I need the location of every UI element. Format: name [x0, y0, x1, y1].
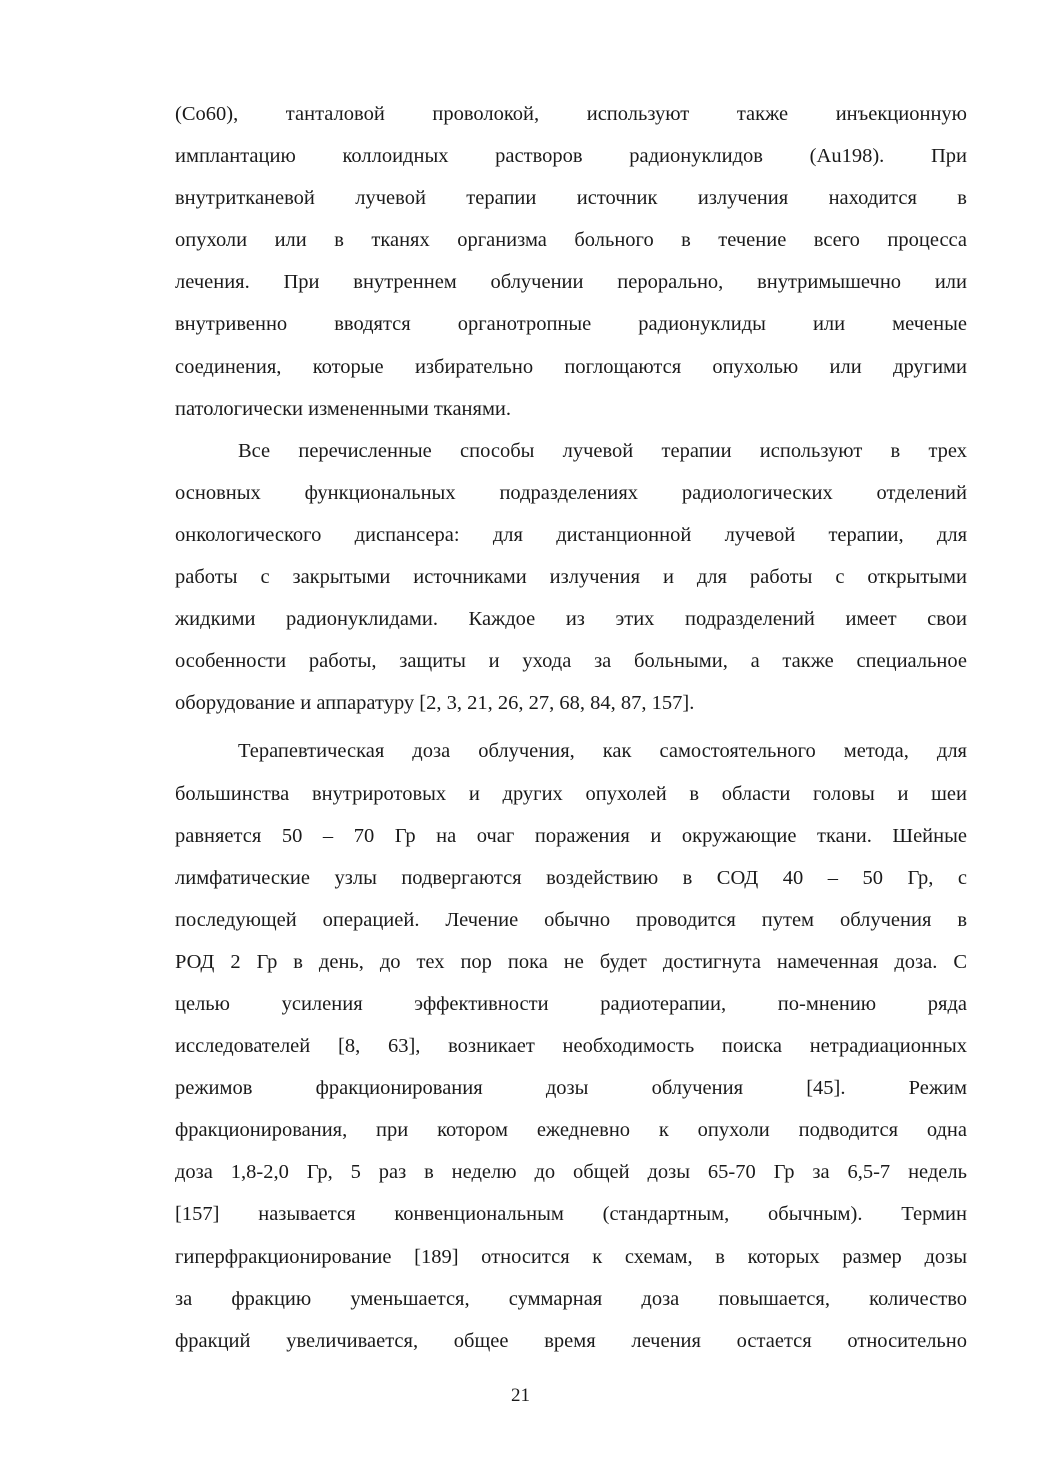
- text-line: соединения, которые избирательно поглощаются опухолью или другими: [175, 355, 967, 378]
- text-line: целью усиления эффективности радиотерапии, по-мнению ряда: [175, 992, 967, 1015]
- paragraph-1: [175, 93, 967, 430]
- text-line: Все перечисленные способы лучевой терапии используют в трех: [238, 439, 967, 462]
- text-line: [157] называется конвенциональным (стандартным, обычным). Термин: [175, 1203, 967, 1226]
- text-line: за фракцию уменьшается, суммарная доза повышается, количество: [175, 1287, 967, 1310]
- text-line: режимов фракционирования дозы облучения [45]. Режим: [175, 1077, 967, 1100]
- text-line: большинства внутриротовых и других опухолей в области головы и шеи: [175, 782, 967, 805]
- body-text: [175, 93, 967, 1362]
- text-line: жидкими радионуклидами. Каждое из этих подразделений имеет свои: [175, 608, 967, 631]
- text-line: фракций увеличивается, общее время лечения остается относительно: [175, 1329, 967, 1352]
- text-line: основных функциональных подразделениях радиологических отделений: [175, 481, 967, 504]
- text-line: фракционирования, при котором ежедневно к опухоли подводится одна: [175, 1119, 967, 1142]
- page-number: 21: [511, 1385, 530, 1406]
- text-line: оборудование и аппаратуру [2, 3, 21, 26, 27, 68, 84, 87, 157].: [175, 692, 695, 715]
- text-line: особенности работы, защиты и ухода за больными, а также специальное: [175, 650, 967, 673]
- text-line: последующей операцией. Лечение обычно проводится путем облучения в: [175, 908, 967, 931]
- text-line: исследователей [8, 63], возникает необходимость поиска нетрадиационных: [175, 1035, 967, 1058]
- paragraph-3: [175, 730, 967, 1361]
- text-line: онкологического диспансера: для дистанционной лучевой терапии, для: [175, 523, 967, 546]
- text-line: опухоли или в тканях организма больного в течение всего процесса: [175, 229, 967, 252]
- text-line: имплантацию коллоидных растворов радионуклидов (Au198). При: [175, 145, 967, 168]
- text-line: лечения. При внутреннем облучении перорально, внутримышечно или: [175, 271, 967, 294]
- text-line: доза 1,8-2,0 Гр, 5 раз в неделю до общей дозы 65-70 Гр за 6,5-7 недель: [175, 1161, 967, 1184]
- text-line: Терапевтическая доза облучения, как самостоятельного метода, для: [238, 740, 967, 763]
- text-line: работы с закрытыми источниками излучения и для работы с открытыми: [175, 566, 967, 589]
- text-line: лимфатические узлы подвергаются воздействию в СОД 40 – 50 Гр, с: [175, 866, 967, 889]
- text-line: РОД 2 Гр в день, до тех пор пока не будет достигнута намеченная доза. С: [175, 950, 967, 973]
- text-line: гиперфракционирование [189] относится к схемам, в которых размер дозы: [175, 1245, 967, 1268]
- text-line: (Co60), танталовой проволокой, используют также инъекционную: [175, 103, 967, 125]
- text-line: внутривенно вводятся органотропные радионуклиды или меченые: [175, 313, 967, 336]
- text-line: патологически измененными тканями.: [175, 397, 512, 420]
- paragraph-2: [175, 430, 967, 725]
- text-line: внутритканевой лучевой терапии источник излучения находится в: [175, 187, 967, 210]
- text-line: равняется 50 – 70 Гр на очаг поражения и окружающие ткани. Шейные: [175, 824, 967, 847]
